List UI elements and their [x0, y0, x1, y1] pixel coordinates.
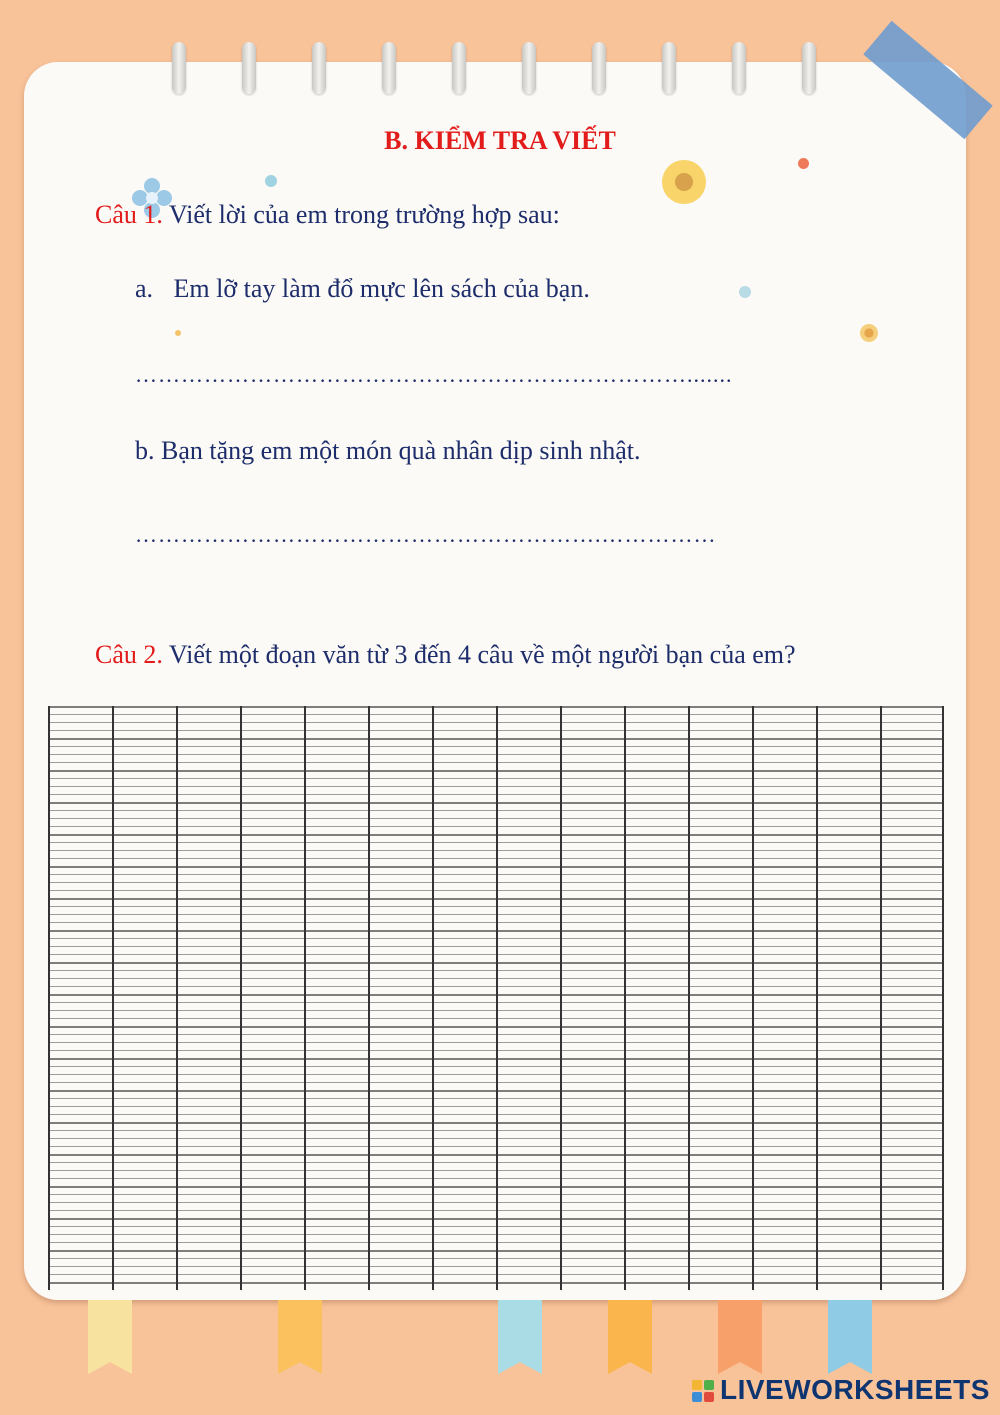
dot-decoration	[265, 175, 277, 187]
grid-column-line	[752, 706, 754, 1290]
brand-name: LIVEWORKSHEETS	[720, 1374, 990, 1405]
binder-ring	[662, 42, 676, 94]
item-text: Bạn tặng em một món quà nhân dịp sinh nhật.	[161, 436, 641, 465]
grid-column-line	[688, 706, 690, 1290]
question-1	[95, 200, 560, 230]
question-2-label: Câu 2.	[95, 640, 163, 669]
grid-column-line	[942, 706, 944, 1290]
binder-ring	[732, 42, 746, 94]
question-2-prompt: Viết một đoạn văn từ 3 đến 4 câu về một người bạn của em?	[168, 640, 796, 669]
bookmark-tab	[88, 1300, 132, 1374]
grid-column-line	[816, 706, 818, 1290]
question-1-prompt: Viết lời của em trong trường hợp sau:	[168, 200, 560, 229]
binder-ring	[452, 42, 466, 94]
bookmark-tab	[608, 1300, 652, 1374]
sunflower-icon	[660, 158, 708, 206]
question-1-item-b	[135, 436, 641, 466]
item-marker: a.	[135, 274, 154, 303]
dot-decoration	[798, 158, 809, 169]
bookmark-tab	[498, 1300, 542, 1374]
item-text: Em lỡ tay làm đổ mực lên sách của bạn.	[173, 274, 590, 303]
binder-ring	[242, 42, 256, 94]
liveworksheets-logo-icon	[692, 1380, 716, 1404]
binder-ring	[802, 42, 816, 94]
binder-ring	[312, 42, 326, 94]
grid-column-line	[496, 706, 498, 1290]
question-2	[95, 640, 796, 670]
dot-decoration	[175, 330, 181, 336]
binder-ring	[382, 42, 396, 94]
grid-column-line	[432, 706, 434, 1290]
item-marker: b.	[135, 436, 155, 465]
grid-column-line	[176, 706, 178, 1290]
binder-ring	[522, 42, 536, 94]
section-heading: B. KIỂM TRA VIẾT	[384, 126, 616, 155]
grid-column-line	[560, 706, 562, 1290]
answer-line-a[interactable]: ……………………………………………………………….......	[135, 362, 733, 387]
grid-column-line	[880, 706, 882, 1290]
bookmark-tab	[278, 1300, 322, 1374]
grid-column-line	[48, 706, 50, 1290]
small-flower-icon	[858, 322, 880, 344]
handwriting-grid[interactable]	[48, 706, 944, 1290]
answer-line-b[interactable]: …………………………………………………….……………	[135, 522, 717, 547]
question-1-label: Câu 1.	[95, 200, 163, 229]
binder-ring	[592, 42, 606, 94]
grid-column-line	[304, 706, 306, 1290]
grid-column-line	[240, 706, 242, 1290]
dot-decoration	[739, 286, 751, 298]
binder-ring	[172, 42, 186, 94]
bookmark-tab	[828, 1300, 872, 1374]
question-1-item-a	[135, 274, 590, 304]
bookmark-tab	[718, 1300, 762, 1374]
grid-column-line	[112, 706, 114, 1290]
grid-column-line	[368, 706, 370, 1290]
grid-column-line	[624, 706, 626, 1290]
